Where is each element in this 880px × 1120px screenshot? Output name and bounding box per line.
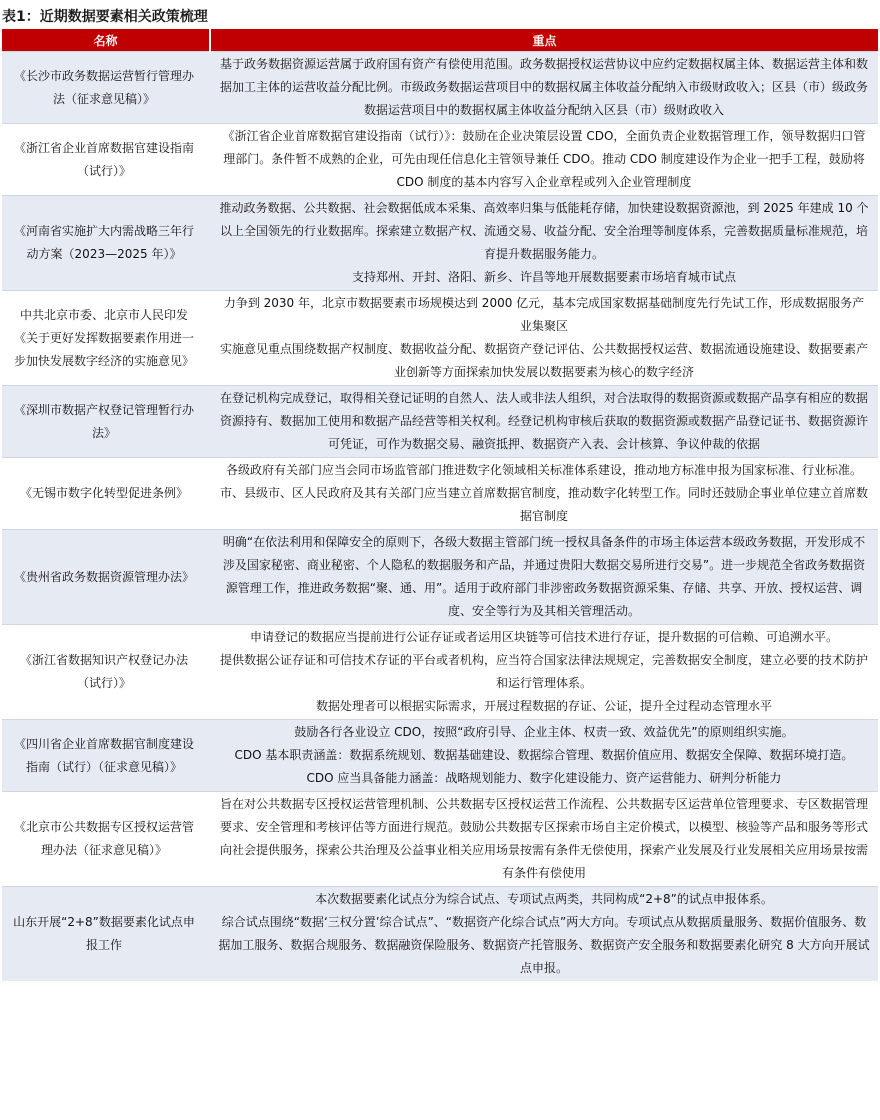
key-point-paragraph: 综合试点围绕“数据‘三权分置’综合试点”、“数据资产化综合试点”两大方向。专项试点从数据质量服务、数据价值服务、数据加工服务、数据合规服务、数据融资保险服务、数据资产托管服务、数据资产安全服务和数据要素化研究 8 大方向开展试点申报。 [218,915,870,975]
key-point-paragraph: 数据处理者可以根据实际需求，开展过程数据的存证、公证，提升全过程动态管理水平 [315,699,772,713]
policy-key-points [210,52,878,124]
table-row [2,887,878,982]
policy-key-points [210,530,878,625]
key-point-paragraph: 力争到 2030 年，北京市数据要素市场规模达到 2000 亿元，基本完成国家数据基础制度先行先试工作，形成数据服务产业集聚区 [223,296,865,333]
policy-name: 《贵州省政务数据资源管理办法》 [2,530,210,625]
policy-name: 《北京市公共数据专区授权运营管理办法（征求意见稿）》 [2,792,210,887]
policy-key-points [210,196,878,291]
table-body [2,52,878,982]
policy-name: 《四川省企业首席数据官制度建设指南（试行）（征求意见稿）》 [2,720,210,792]
table-row [2,386,878,458]
policy-key-points [210,458,878,530]
key-point-paragraph: 在登记机构完成登记，取得相关登记证明的自然人、法人或非法人组织，对合法取得的数据资源或数据产品享有相应的数据资源持有、数据加工使用和数据产品经营等相关权利。经登记机构审核后获取的数据资源或数据产品登记证书、数据资源许可凭证，可作为数据交易、融资抵押、数据资产入表、会计核算、争议仲裁的依据 [219,391,868,451]
policy-table [2,29,878,981]
policy-key-points [210,887,878,982]
policy-key-points [210,386,878,458]
policy-key-points [210,720,878,792]
key-point-paragraph: 申请登记的数据应当提前进行公证存证或者运用区块链等可信技术进行存证，提升数据的可信赖、可追溯水平。 [249,630,838,644]
policy-key-points [210,792,878,887]
table-row [2,196,878,291]
policy-name: 《浙江省数据知识产权登记办法（试行）》 [2,625,210,720]
policy-key-points [210,291,878,386]
policy-name: 《河南省实施扩大内需战略三年行动方案（2023—2025 年）》 [2,196,210,291]
policy-key-points [210,625,878,720]
table-row [2,458,878,530]
table-title: 表1：近期数据要素相关政策梳理 [2,9,208,25]
header-name: 名称 [2,29,210,52]
policy-name: 《无锡市数字化转型促进条例》 [2,458,210,530]
key-point-paragraph: CDO 基本职责涵盖：数据系统规划、数据基础建设、数据综合管理、数据价值应用、数据安全保障、数据环境打造。 [234,748,854,762]
key-point-paragraph: 《浙江省企业首席数据官建设指南（试行）》：鼓励在企业决策层设置 CDO，全面负责企业数据管理工作，领导数据归口管理部门。条件暂不成熟的企业，可先由现任信息化主管领导兼任 CDO。推动 CDO 制度建设作为企业一把手工程，鼓励将 CDO 制度的基本内容写入企业章程或列入企业管理制度 [222,129,866,189]
policy-name: 《长沙市政务数据运营暂行管理办法（征求意见稿）》 [2,52,210,124]
table-row [2,530,878,625]
key-point-paragraph: 旨在对公共数据专区授权运营管理机制、公共数据专区授权运营工作流程、公共数据专区运营单位管理要求、专区数据管理要求、安全管理和考核评估等方面进行规范。鼓励公共数据专区探索市场自主定价模式，以模型、核验等产品和服务等形式向社会提供服务，探索公共治理及公益事业相关应用场景按需有条件无偿使用，探索产业发展及行业发展相关应用场景按需有条件有偿使用 [219,797,868,880]
key-point-paragraph: CDO 应当具备能力涵盖：战略规划能力、数字化建设能力、资产运营能力、研判分析能力 [306,771,782,785]
table-row [2,720,878,792]
policy-name: 《浙江省企业首席数据官建设指南（试行）》 [2,124,210,196]
header-point: 重点 [210,29,878,52]
table-row [2,792,878,887]
policy-key-points [210,124,878,196]
key-point-paragraph: 实施意见重点围绕数据产权制度、数据收益分配、数据资产登记评估、公共数据授权运营、数据流通设施建设、数据要素产业创新等方面探索加快发展以数据要素为核心的数字经济 [219,342,868,379]
key-point-paragraph: 明确“在依法利用和保障安全的原则下，各级大数据主管部门统一授权具备条件的市场主体运营本级政务数据，开发形成不涉及国家秘密、商业秘密、个人隐私的数据服务和产品，并通过贵阳大数据交易所进行交易”。进一步规范全省政务数据资源管理工作，推进政务数据“聚、通、用”。适用于政府部门非涉密政务数据资源采集、存储、共享、开放、授权运营、调度、安全等行为及其相关管理活动。 [222,535,866,618]
key-point-paragraph: 各级政府有关部门应当会同市场监管部门推进数字化领域相关标准体系建设，推动地方标准申报为国家标准、行业标准。市、县级市、区人民政府及其有关部门应当建立首席数据官制度，推动数字化转型工作。同时还鼓励企事业单位建立首席数据官制度 [219,463,868,523]
key-point-paragraph: 鼓励各行各业设立 CDO，按照“政府引导、企业主体、权责一致、效益优先”的原则组织实施。 [294,725,794,739]
table-row [2,124,878,196]
table-row [2,625,878,720]
key-point-paragraph: 支持郑州、开封、洛阳、新乡、许昌等地开展数据要素市场培育城市试点 [351,270,736,284]
key-point-paragraph: 本次数据要素化试点分为综合试点、专项试点两类，共同构成“2+8”的试点申报体系。 [315,892,773,906]
key-point-paragraph: 推动政务数据、公共数据、社会数据低成本采集、高效率归集与低能耗存储，加快建设数据资源池，到 2025 年建成 10 个以上全国领先的行业数据库。探索建立数据产权、流通交易、收益分配、安全治理等制度体系，完善数据质量标准规范，培育提升数据服务能力。 [219,201,869,261]
policy-name: 中共北京市委、北京市人民印发《关于更好发挥数据要素作用进一步加快发展数字经济的实施意见》 [2,291,210,386]
policy-name: 《深圳市数据产权登记管理暂行办法》 [2,386,210,458]
table-header-row [2,29,878,52]
key-point-paragraph: 基于政务数据资源运营属于政府国有资产有偿使用范围。政务数据授权运营协议中应约定数据权属主体、数据运营主体和数据加工主体的运营收益分配比例。市级政务数据运营项目中的数据权属主体收益分配纳入市级财政收入；区县（市）级政务数据运营项目中的数据权属主体收益分配纳入区县（市）级财政收入 [219,57,868,117]
table-row [2,291,878,386]
policy-name: 山东开展“2+8”数据要素化试点申报工作 [2,887,210,982]
key-point-paragraph: 提供数据公证存证和可信技术存证的平台或者机构，应当符合国家法律法规规定，完善数据安全制度，建立必要的技术防护和运行管理体系。 [219,653,868,690]
table-row [2,52,878,124]
